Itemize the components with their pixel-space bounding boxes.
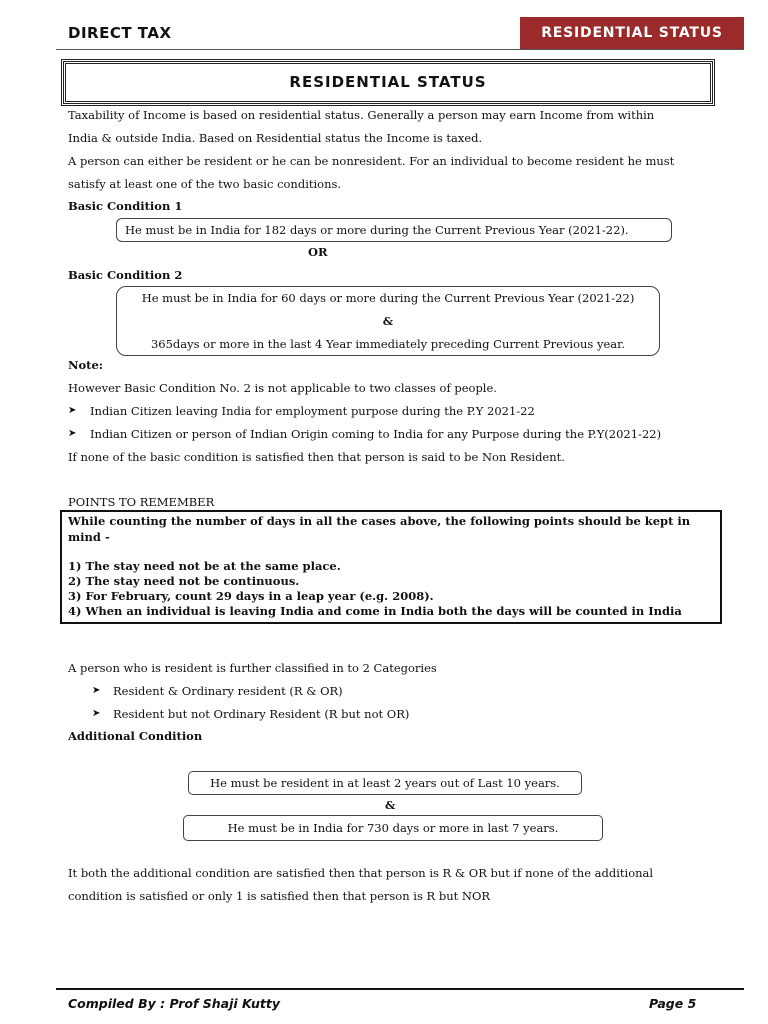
page-title: RESIDENTIAL STATUS bbox=[63, 61, 713, 104]
category-item-1: Resident & Ordinary resident (R & OR) bbox=[113, 684, 343, 698]
points-intro-1: While counting the number of days in all the cases above, the following points should be kept in bbox=[68, 514, 691, 528]
intro-line-4: satisfy at least one of the two basic conditions. bbox=[68, 177, 342, 191]
categories-text: A person who is resident is further classified in to 2 Categories bbox=[68, 661, 437, 675]
note-text: However Basic Condition No. 2 is not applicable to two classes of people. bbox=[68, 381, 497, 395]
header-divider bbox=[56, 49, 744, 50]
footer-page-number: Page 5 bbox=[649, 996, 697, 1011]
category-item-2: Resident but not Ordinary Resident (R but not OR) bbox=[113, 707, 410, 721]
header-chapter-badge: RESIDENTIAL STATUS bbox=[520, 17, 744, 49]
arrowhead-bullet-icon: ➤ bbox=[68, 405, 77, 416]
note-label: Note: bbox=[68, 358, 104, 372]
basic-condition-2-label: Basic Condition 2 bbox=[68, 268, 183, 282]
additional-condition-box-1: He must be resident in at least 2 years out of Last 10 years. bbox=[188, 771, 582, 795]
points-item-3: 3) For February, count 29 days in a leap year (e.g. 2008). bbox=[68, 589, 434, 603]
footer-author: Compiled By : Prof Shaji Kutty bbox=[68, 996, 281, 1011]
or-separator: OR bbox=[308, 245, 328, 259]
additional-ampersand: & bbox=[385, 798, 396, 812]
points-heading: POINTS TO REMEMBER bbox=[68, 495, 215, 509]
additional-condition-label: Additional Condition bbox=[68, 729, 203, 743]
conclusion-line-1: It both the additional condition are satisfied then that person is R & OR but if none of the additional bbox=[68, 866, 654, 880]
header-subject: DIRECT TAX bbox=[68, 24, 172, 42]
arrowhead-bullet-icon: ➤ bbox=[68, 428, 77, 439]
note-item-1: Indian Citizen leaving India for employment purpose during the P.Y 2021-22 bbox=[90, 404, 535, 418]
points-item-2: 2) The stay need not be continuous. bbox=[68, 574, 300, 588]
intro-line-1: Taxability of Income is based on residential status. Generally a person may earn Income from within bbox=[68, 108, 655, 122]
basic-condition-2-line-1: He must be in India for 60 days or more during the Current Previous Year (2021-22) bbox=[141, 291, 635, 305]
points-intro-2: mind - bbox=[68, 530, 110, 544]
points-box bbox=[60, 510, 722, 624]
basic-condition-2-ampersand: & bbox=[382, 314, 394, 328]
conclusion-line-2: condition is satisfied or only 1 is satisfied then that person is R but NOR bbox=[68, 889, 491, 903]
points-item-1: 1) The stay need not be at the same place. bbox=[68, 559, 341, 573]
intro-line-3: A person can either be resident or he can be nonresident. For an individual to become resident he must bbox=[68, 154, 675, 168]
note-after-text: If none of the basic condition is satisfied then that person is said to be Non Resident. bbox=[68, 450, 565, 464]
basic-condition-1-box: He must be in India for 182 days or more during the Current Previous Year (2021-22). bbox=[116, 218, 672, 242]
basic-condition-2-line-2: 365days or more in the last 4 Year immediately preceding Current Previous year. bbox=[150, 337, 626, 351]
arrowhead-bullet-icon: ➤ bbox=[92, 708, 101, 719]
basic-condition-1-label: Basic Condition 1 bbox=[68, 199, 183, 213]
footer-divider bbox=[56, 988, 744, 990]
intro-line-2: India & outside India. Based on Residential status the Income is taxed. bbox=[68, 131, 483, 145]
arrowhead-bullet-icon: ➤ bbox=[92, 685, 101, 696]
additional-condition-box-2: He must be in India for 730 days or more in last 7 years. bbox=[183, 815, 603, 841]
points-item-4: 4) When an individual is leaving India and come in India both the days will be counted in India bbox=[68, 604, 682, 618]
basic-condition-2-box bbox=[116, 286, 660, 356]
note-item-2: Indian Citizen or person of Indian Origin coming to India for any Purpose during the P.Y(2021-22) bbox=[90, 427, 662, 441]
